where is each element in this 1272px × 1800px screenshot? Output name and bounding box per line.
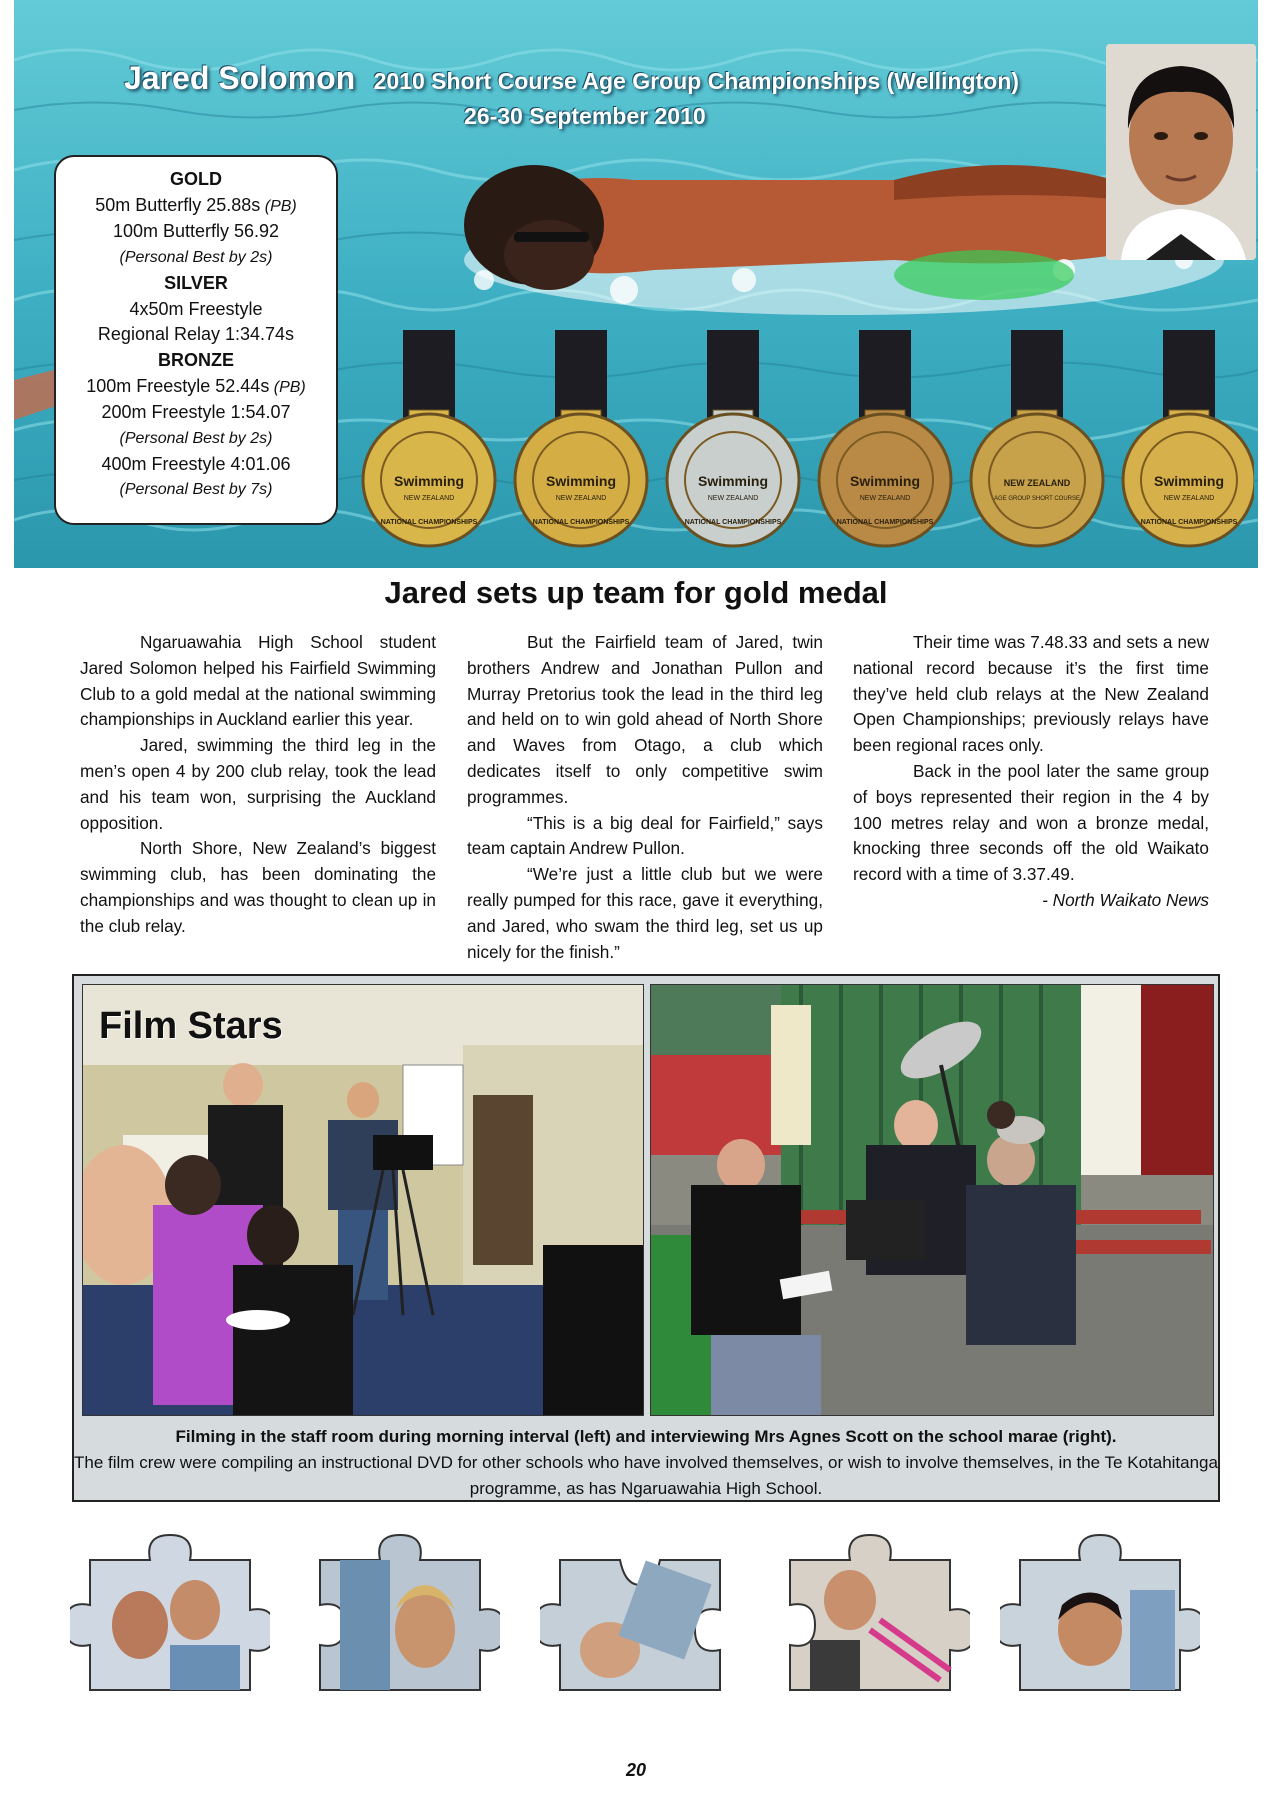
paragraph: Jared, swimming the third leg in the men’s open 4 by 200 club relay, took the lead and his team won, surprising the Auckland opposition. [80, 735, 436, 833]
paragraph: Their time was 7.48.33 and sets a new national record because it’s the first time they’ve held club relays at the New Zealand Open Championships; previously relays have been regional races only. [853, 632, 1209, 756]
medal-ring-text: NATIONAL CHAMPIONSHIPS [836, 519, 934, 526]
medal-sublabel: AGE GROUP SHORT COURSE [993, 496, 1081, 502]
result-text: 4x50m Freestyle [129, 298, 263, 319]
medal [819, 330, 951, 546]
film-caption [74, 1424, 1218, 1502]
medal-heading [56, 348, 336, 374]
result-text: GOLD [170, 169, 222, 189]
hero-title [124, 60, 1019, 97]
medal-sublabel: NEW ZEALAND [707, 495, 759, 502]
medal-label: NEW ZEALAND [1003, 478, 1071, 488]
result-line [56, 400, 336, 426]
article-column-3 [853, 630, 1209, 914]
film-stars-section [72, 974, 1220, 1502]
result-line [56, 219, 336, 245]
result-text: Regional Relay 1:34.74s [97, 324, 295, 345]
swimmer-name: Jared Solomon [124, 60, 356, 96]
article-credit: - North Waikato News [1042, 889, 1209, 910]
paragraph: North Shore, New Zealand’s biggest swimming club, has been dominating the championships and was thought to clean up in the club relay. [80, 838, 436, 936]
medal-ribbon [1011, 330, 1063, 420]
puzzle-piece-4 [770, 1530, 970, 1700]
medal-label: Swimming [393, 473, 465, 489]
article-column-1 [80, 630, 436, 940]
result-text: SILVER [164, 272, 228, 293]
result-text: BRONZE [158, 349, 234, 370]
puzzle-piece-2 [300, 1530, 500, 1700]
paragraph: But the Fairfield team of Jared, twin brothers Andrew and Jonathan Pullon and Murray Pretorius took the lead in the third leg and held on to win gold ahead of North Shore and Waves from Otago, a club which dedicates itself to only competitive swim programmes. [467, 632, 823, 807]
paragraph: “We’re just a little club but we were really pumped for this race, gave it everything, and Jared, who swam the third leg, set us up nicely for the finish.” [467, 864, 823, 962]
medal-heading [56, 167, 336, 193]
puzzle-piece-1 [70, 1530, 270, 1700]
result-line [56, 477, 336, 503]
film-caption-body: The film crew were compiling an instructional DVD for other schools who have involved themselves, or wish to involve themselves, in the Te Kotahitanga programme, as has Ngaruawahia High School. [74, 1453, 1218, 1498]
result-line [56, 245, 336, 271]
medal-ring-text: NATIONAL CHAMPIONSHIPS [1140, 519, 1238, 526]
medal-ribbon [707, 330, 759, 420]
result-text: (Personal Best by 7s) [119, 481, 273, 499]
film-caption-bold: Filming in the staff room during morning interval (left) and interviewing Mrs Agnes Scott on the school marae (right). [175, 1427, 1117, 1446]
result-line [56, 374, 336, 401]
medal-ring-text: NATIONAL CHAMPIONSHIPS [684, 519, 782, 526]
staff-room-image [83, 985, 643, 1415]
marae-interview-photo [650, 984, 1214, 1416]
hero-banner [14, 0, 1258, 568]
puzzle-piece-3 [540, 1530, 740, 1700]
medal-ribbon [403, 330, 455, 420]
medal-heading [56, 271, 336, 297]
medal-ribbon [1163, 330, 1215, 420]
medal [515, 330, 647, 546]
medal-label: Swimming [1153, 473, 1225, 489]
medal-ring-text: NATIONAL CHAMPIONSHIPS [380, 519, 478, 526]
medal [971, 330, 1103, 546]
medal [1123, 330, 1254, 546]
medal-results-box [54, 155, 338, 525]
result-text: (Personal Best by 2s) [119, 430, 273, 448]
film-stars-title: Film Stars [99, 1005, 283, 1047]
result-text: 200m Freestyle 1:54.07 [101, 402, 291, 423]
paragraph: “This is a big deal for Fairfield,” says team captain Andrew Pullon. [467, 812, 823, 859]
result-note: (PB) [260, 197, 297, 215]
result-line [56, 426, 336, 452]
result-line [56, 452, 336, 478]
swimmer-portrait [1106, 44, 1256, 260]
result-text: 50m Butterfly 25.88s [95, 194, 261, 215]
medal-sublabel: NEW ZEALAND [555, 495, 607, 502]
article-headline: Jared sets up team for gold medal [384, 575, 888, 610]
event-title: 2010 Short Course Age Group Championships (Wellington) [373, 68, 1019, 94]
puzzle-piece-5 [1000, 1530, 1200, 1700]
medal-ring-text: NATIONAL CHAMPIONSHIPS [532, 519, 630, 526]
medal [363, 330, 495, 546]
event-dates: 26-30 September 2010 [464, 103, 706, 129]
paragraph: Back in the pool later the same group of boys represented their region in the 4 by 100 metres relay and won a bronze medal, knocking three seconds off the old Waikato record with a time of 3.37.49. [853, 760, 1209, 885]
marae-interview-image [651, 985, 1213, 1415]
result-text: 400m Freestyle 4:01.06 [101, 453, 291, 474]
staff-room-photo [82, 984, 644, 1416]
medal-label: Swimming [697, 473, 769, 489]
medal-sublabel: NEW ZEALAND [859, 495, 911, 502]
result-note: (PB) [269, 378, 306, 396]
result-line [56, 193, 336, 220]
result-line [56, 322, 336, 348]
result-text: 100m Freestyle 52.44s [86, 375, 270, 396]
result-text: (Personal Best by 2s) [119, 249, 273, 267]
medal [667, 330, 799, 546]
result-text: 100m Butterfly 56.92 [112, 221, 280, 242]
medal-label: Swimming [849, 473, 921, 489]
medal-row [354, 330, 1254, 560]
medal-sublabel: NEW ZEALAND [403, 495, 455, 502]
result-line [56, 297, 336, 323]
article-column-2 [467, 630, 823, 965]
page-number: 20 [625, 1760, 647, 1780]
medal-sublabel: NEW ZEALAND [1163, 495, 1215, 502]
medal-ribbon [859, 330, 911, 420]
paragraph: Ngaruawahia High School student Jared Solomon helped his Fairfield Swimming Club to a gold medal at the national swimming championships in Auckland earlier this year. [80, 632, 436, 730]
medal-label: Swimming [545, 473, 617, 489]
medal-ribbon [555, 330, 607, 420]
